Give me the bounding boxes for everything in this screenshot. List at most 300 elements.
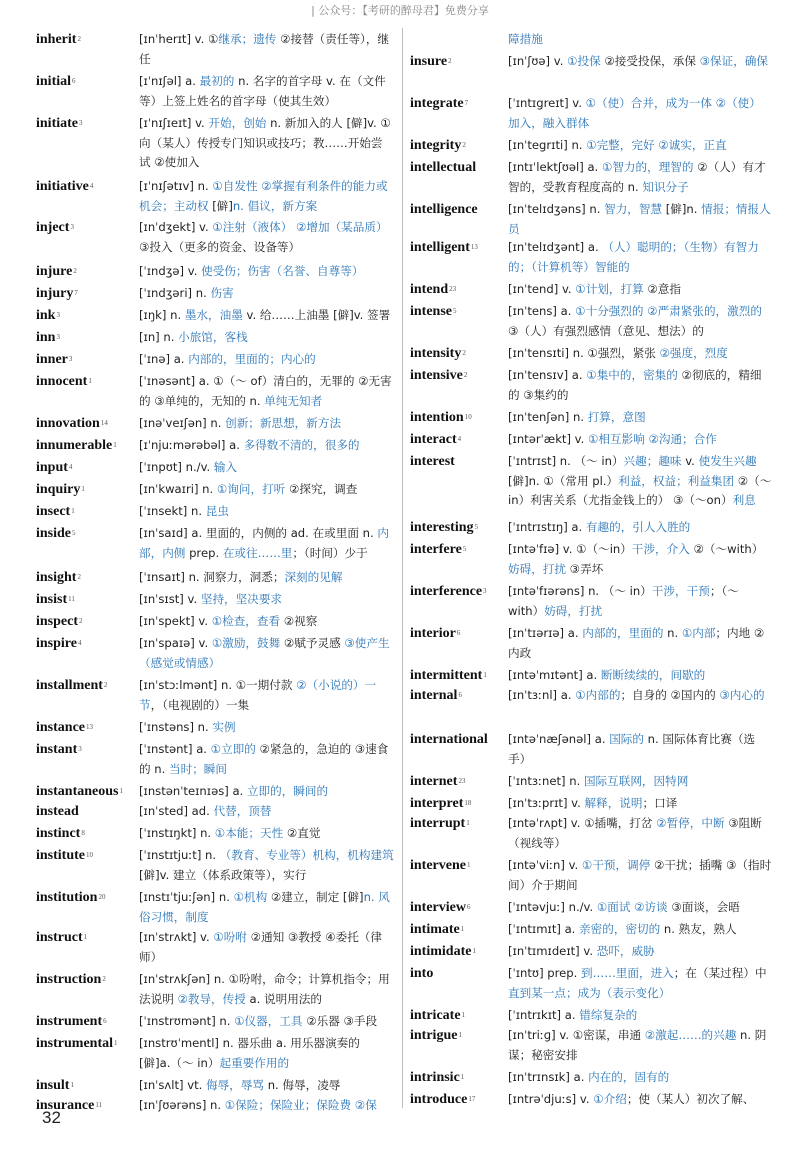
definition-highlight: 利益，权益；利益集团 — [618, 473, 735, 488]
definition-text: n. 阴谋；秘密安排 — [508, 1028, 767, 1062]
definition-highlight: ①集中的，密集的 — [586, 368, 678, 382]
definition-highlight: 解释，说明 — [584, 796, 643, 810]
definition-text: ③弄坏 — [565, 561, 604, 576]
headword — [410, 452, 455, 472]
headword-text: instrument — [36, 1014, 103, 1029]
dictionary-entry — [36, 928, 394, 967]
definition-highlight: （人）聪明的；（生物）有智力的；（计算机等）智能的 — [508, 240, 759, 274]
frequency-count: 13 — [470, 243, 478, 251]
headword-text: interpret — [410, 796, 464, 811]
frequency-count: 1 — [460, 925, 465, 933]
definition-text: [ɪnˈsted] ad. — [139, 804, 214, 818]
definition — [508, 158, 772, 197]
headword — [36, 590, 75, 610]
frequency-count: 6 — [103, 1017, 107, 1025]
frequency-count: 1 — [70, 1081, 74, 1089]
definition-text: ；（～ with） — [508, 584, 739, 618]
headword-text: input — [36, 460, 68, 475]
headword-text: installment — [36, 678, 103, 693]
definition-text: ②通知 ③教授 ④委托（律师） — [139, 930, 382, 964]
frequency-count: 1 — [466, 861, 471, 869]
frequency-count: 6 — [72, 77, 76, 85]
definition — [508, 52, 772, 72]
definition — [139, 262, 394, 282]
dictionary-entry — [410, 1006, 772, 1026]
definition-text: [ɪnˈtend] v. — [508, 282, 576, 296]
definition — [139, 328, 394, 348]
headword-text: intelligence — [410, 202, 478, 217]
definition-highlight: 国际的 — [609, 732, 644, 746]
headword-text: intensity — [410, 346, 462, 361]
definition-highlight: ①检查，查看 — [211, 614, 281, 628]
definition-text: ；（时间）少于 — [292, 545, 368, 560]
definition-highlight: ①保险；保险业；保险费 ②保 — [224, 1098, 377, 1112]
frequency-count: 1 — [458, 1031, 462, 1039]
headword-text: insight — [36, 570, 77, 585]
definition — [139, 114, 394, 173]
dictionary-entry — [410, 366, 772, 405]
headword — [410, 158, 476, 178]
headword — [36, 740, 82, 760]
definition-text: [ɪntəˈfɪərəns] n. （～ in） — [508, 584, 652, 598]
dictionary-entry — [410, 52, 772, 72]
frequency-count: 17 — [468, 1095, 476, 1103]
headword — [410, 94, 468, 114]
definition — [508, 302, 772, 341]
definition — [508, 518, 772, 538]
headword — [410, 686, 462, 706]
definition — [139, 634, 394, 673]
definition-highlight: 妨碍，打扰 — [508, 561, 566, 576]
dictionary-entry — [36, 480, 394, 500]
definition — [508, 540, 772, 579]
definition-highlight: ③内心的 — [719, 688, 765, 702]
definition-highlight: 情报；情报人员 — [508, 202, 771, 236]
definition-text: ②视察 — [280, 614, 318, 628]
headword-text: intensive — [410, 368, 463, 383]
definition-text: [ɪntɪˈlektʃʊəl] a. — [508, 160, 602, 174]
definition — [508, 136, 772, 156]
headword — [36, 218, 74, 238]
definition-text: n. 熟友，熟人 — [660, 922, 737, 936]
definition-text: ②接受投保，承保 — [600, 54, 700, 68]
definition — [508, 856, 772, 895]
frequency-count: 1 — [113, 441, 117, 449]
headword — [410, 238, 478, 258]
headword — [36, 824, 85, 844]
frequency-count: 1 — [466, 819, 470, 827]
definition — [139, 718, 394, 738]
definition-text: [ˈɪntəvjuː] n./v. — [508, 900, 597, 914]
definition — [508, 1006, 772, 1026]
headword — [36, 1034, 118, 1054]
headword-text: instruction — [36, 972, 102, 987]
definition-highlight: ①智力的，理智的 — [601, 160, 694, 174]
definition — [508, 452, 772, 511]
frequency-count: 6 — [456, 629, 461, 637]
definition-text: ③阻断（视线等） — [508, 816, 762, 850]
definition-text: ③面谈，会晤 — [667, 900, 740, 914]
headword-text: injury — [36, 286, 74, 301]
definition-text: [ɪnˈtegrɪti] n. — [508, 138, 587, 152]
definition — [508, 1090, 772, 1110]
frequency-count: 2 — [79, 617, 83, 625]
definition-text: ②（～with） — [689, 542, 764, 556]
definition-text: [ɪnˈtensɪti] n. ①强烈，紧张 — [508, 346, 660, 360]
definition-text: [ɪnstɪˈtjuːʃən] n. — [139, 890, 234, 904]
definition-highlight: 国际互联网，因特网 — [583, 774, 689, 788]
headword-text: intrinsic — [410, 1070, 460, 1085]
definition-text: [ɪnˈspaɪə] v. — [139, 636, 212, 650]
headword-text: interference — [410, 584, 483, 599]
headword-text: innocent — [36, 374, 88, 389]
definition-highlight: 亲密的，密切的 — [579, 922, 661, 936]
definition-text: [ɪnˈtensɪv] a. — [508, 368, 587, 382]
definition — [508, 794, 772, 814]
frequency-count: 1 — [81, 485, 85, 493]
definition-highlight: ②暂停，中断 — [656, 816, 725, 830]
headword — [36, 928, 87, 948]
definition — [139, 888, 394, 927]
definition-highlight: 实例 — [212, 720, 236, 734]
definition-highlight: ①询问，打听 — [216, 482, 286, 496]
definition-text: [ɪnˈkwaɪri] n. — [139, 482, 217, 496]
headword — [410, 1068, 464, 1088]
frequency-count: 3 — [70, 223, 74, 231]
headword — [410, 518, 478, 538]
definition-text: [ˈɪnsekt] n. — [139, 504, 206, 518]
frequency-count: 4 — [68, 463, 73, 471]
definition-text: [ˈɪnpʊt] n./v. — [139, 460, 214, 474]
dictionary-entry — [410, 408, 772, 428]
headword-text: instantaneous — [36, 784, 119, 799]
headword — [410, 540, 466, 560]
frequency-count: 3 — [68, 355, 73, 363]
dictionary-entry — [36, 1076, 394, 1096]
definition — [139, 1012, 394, 1032]
definition — [139, 350, 394, 370]
headword — [410, 942, 476, 962]
dictionary-entry — [36, 1034, 394, 1073]
headword-text: instead — [36, 804, 79, 819]
definition — [508, 666, 772, 686]
frequency-count: 2 — [462, 349, 466, 357]
definition-text: [僻]n. — [662, 202, 702, 216]
headword-text: intention — [410, 410, 464, 425]
definition-highlight: 内部，内侧 — [139, 526, 389, 560]
definition-text: [ˈɪnstənt] a. — [139, 742, 211, 756]
definition-highlight: ①投保 — [567, 54, 601, 68]
definition — [139, 782, 394, 802]
definition-text: [ɪnˈtelɪdʒəns] n. — [508, 202, 605, 216]
definition-highlight: ①十分强烈的 ②严肃紧张的，激烈的 — [575, 304, 762, 318]
headword — [36, 30, 81, 50]
headword — [36, 634, 81, 654]
headword — [36, 480, 85, 500]
definition-highlight: ①计划，打算 — [575, 282, 644, 296]
definition-highlight: 错综复杂的 — [579, 1008, 638, 1022]
definition-highlight: 直到某一点；成为（表示变化） — [508, 985, 671, 1000]
dictionary-entry — [410, 920, 772, 940]
definition-highlight: 继承；遗传 — [218, 32, 277, 46]
definition-text: [ɪnˈstrʌkt] v. — [139, 930, 214, 944]
definition — [508, 624, 772, 663]
frequency-count: 6 — [466, 903, 471, 911]
definition-text: ；自身的 ②国内的 — [620, 688, 720, 702]
definition — [508, 238, 772, 277]
headword — [36, 284, 78, 304]
headword — [36, 414, 108, 434]
headword — [410, 52, 452, 72]
dictionary-entry — [410, 452, 772, 511]
dictionary-entry — [36, 262, 394, 282]
definition-text: [ɪnˈtɜːprɪt] v. — [508, 796, 585, 810]
definition — [139, 436, 394, 456]
headword — [36, 524, 76, 544]
dictionary-entry — [410, 430, 772, 450]
definition — [139, 458, 394, 478]
definition-text: [ɪnˈtens] a. — [508, 304, 576, 318]
headword-text: intellectual — [410, 160, 477, 175]
headword — [410, 624, 460, 644]
definition-text: [ˈɪnstrʊmənt] n. — [139, 1014, 235, 1028]
definition-highlight: ①介绍 — [593, 1092, 627, 1106]
headword — [410, 964, 433, 984]
definition-text: ②意指 — [643, 282, 681, 296]
headword-text: integrity — [410, 138, 462, 153]
headword — [410, 366, 467, 386]
definition-highlight: 利息 — [732, 493, 756, 508]
definition-text: [ˈɪnsaɪt] n. 洞察力，洞悉； — [139, 570, 285, 584]
definition — [139, 970, 394, 1009]
dictionary-entry — [36, 502, 394, 522]
definition-highlight: 墨水，油墨 — [184, 308, 243, 322]
dictionary-entry — [410, 280, 772, 300]
definition — [139, 30, 394, 69]
headword — [36, 306, 60, 326]
frequency-count: 2 — [77, 573, 81, 581]
definition-highlight: 单纯无知者 — [264, 393, 323, 408]
frequency-count: 1 — [460, 1073, 465, 1081]
frequency-count: 10 — [464, 413, 472, 421]
definition-text: [ɪntəˈrʌpt] v. ①插嘴，打岔 — [508, 816, 657, 830]
definition-highlight: ①相互影响 ②沟通；合作 — [588, 432, 717, 446]
definition — [139, 372, 394, 411]
dictionary-entry — [36, 1096, 394, 1116]
definition-text: [ɪnˈtrɪnsɪk] a. — [508, 1070, 589, 1084]
headword-text: integrate — [410, 96, 464, 111]
definition-text: ②直觉 — [283, 826, 321, 840]
headword-text: interrupt — [410, 816, 466, 831]
definition-text: ；口译 — [642, 796, 678, 810]
definition-text: [ˈɪntʊ] prep. — [508, 966, 582, 980]
frequency-count: 4 — [77, 639, 82, 647]
definition-text: [ˈɪntrɪkɪt] a. — [508, 1008, 580, 1022]
definition — [508, 772, 772, 792]
definition-highlight: 内部的，里面的 — [582, 626, 664, 640]
headword-text: intense — [410, 304, 452, 319]
definition-text: [ɪˈnɪʃəl] a. — [139, 74, 200, 88]
definition-text: [ɪntərˈækt] v. — [508, 432, 588, 446]
frequency-count: 2 — [448, 57, 452, 65]
dictionary-entry — [36, 436, 394, 456]
definition-highlight: 障措施 — [508, 32, 543, 46]
headword — [410, 344, 466, 364]
headword-text: intervene — [410, 858, 466, 873]
headword — [36, 970, 106, 990]
definition — [508, 964, 772, 1003]
dictionary-entry — [410, 624, 772, 663]
headword — [36, 802, 79, 822]
definition-highlight: 断断续续的，间歇的 — [600, 668, 706, 682]
definition-text: [ˈɪnstɪŋkt] n. — [139, 826, 215, 840]
frequency-count: 1 — [83, 933, 88, 941]
definition-text: [ˈɪnə] a. — [139, 352, 189, 366]
definition-highlight: 兴趣；趣味 — [623, 454, 682, 468]
dictionary-entry — [410, 582, 772, 621]
definition — [508, 344, 772, 364]
definition — [139, 284, 394, 304]
headword-text: international — [410, 732, 488, 747]
definition-highlight: 昆虫 — [205, 504, 229, 518]
headword-text: interesting — [410, 520, 474, 535]
definition-text: ③投入（更多的资金、设备等） — [139, 239, 301, 254]
definition-highlight: 伤害 — [210, 286, 234, 300]
definition-text: [ɪnstənˈteɪnɪəs] a. — [139, 784, 247, 798]
dictionary-entry — [410, 794, 772, 814]
definition-highlight: 智力，智慧 — [604, 202, 663, 216]
definition-text: [ɪntrəˈdjuːs] v. — [508, 1092, 594, 1106]
definition-highlight: 使发生兴趣 — [698, 454, 757, 468]
headword-text: initiative — [36, 179, 89, 194]
headword — [36, 350, 72, 370]
watermark-text: | 公众号：【考研的醉母君】免费分享 — [311, 4, 489, 17]
headword-text: injure — [36, 264, 73, 279]
dictionary-entry — [410, 136, 772, 156]
definition — [139, 740, 394, 779]
frequency-count: 1 — [71, 507, 75, 515]
dictionary-entry — [410, 158, 772, 197]
definition-highlight: 打算，意图 — [587, 410, 646, 424]
headword-text: instant — [36, 742, 78, 757]
dictionary-entry — [410, 942, 772, 962]
headword — [36, 114, 83, 134]
headword-text: interview — [410, 900, 466, 915]
definition-highlight: 在或往……里 — [222, 545, 293, 560]
definition-text: [ɪnˈʃʊə] v. — [508, 54, 568, 68]
dictionary-entry — [36, 414, 394, 434]
definition-highlight: 创新；新思想，新方法 — [225, 416, 342, 430]
headword — [410, 856, 470, 876]
definition — [139, 502, 394, 522]
definition-text: [ˈɪnəsənt] a. ①（～ of）清白的，无罪的 ②无害的 ③单纯的，无知的 n. — [139, 374, 392, 408]
definition-highlight: （教育、专业等）机构，机构建筑 — [219, 848, 394, 862]
definition-text: ②干扰；插嘴 ③（指时间）介于期间 — [508, 858, 772, 892]
frequency-count: 3 — [78, 745, 82, 753]
frequency-count: 1 — [461, 1011, 466, 1019]
definition-text: [ɪˈnjuːmərəbəl] a. — [139, 438, 244, 452]
definition-highlight: 最初的 — [199, 74, 235, 88]
frequency-count: 20 — [98, 893, 106, 901]
definition-text: ；内地 ②内政 — [508, 626, 765, 660]
headword — [36, 72, 76, 92]
headword-text: intelligent — [410, 240, 470, 255]
dictionary-entry — [36, 802, 394, 822]
dictionary-entry — [410, 238, 772, 277]
frequency-count: 4 — [89, 182, 94, 190]
definition-highlight: 输入 — [213, 460, 238, 474]
definition-highlight: ①（使）合并，成为一体 ②（使）加入，融入群体 — [508, 96, 761, 130]
definition — [139, 72, 394, 111]
definition-text: [ɪˈnɪʃətɪv] n. — [139, 179, 213, 193]
headword — [410, 794, 471, 814]
definition-text: v. 给……上油墨 [僻]v. 签署 — [242, 308, 391, 322]
headword — [36, 436, 117, 456]
definition-text: [ɪnˈsaɪd] a. 里面的，内侧的 ad. 在或里面 n. — [139, 526, 378, 540]
headword — [410, 1006, 465, 1026]
definition-text: ②探究，调查 — [285, 482, 358, 496]
frequency-count: 3 — [483, 587, 487, 595]
definition-text: [ɪnˈherɪt] v. ① — [139, 32, 219, 46]
definition-highlight: 干涉，介入 — [631, 542, 690, 556]
headword-text: interfere — [410, 542, 462, 557]
definition-text: [ɪnˈtɪmɪdeɪt] v. — [508, 944, 597, 958]
headword-text: insurance — [36, 1098, 95, 1113]
definition-highlight: 有趣的，引人入胜的 — [585, 520, 691, 534]
dictionary-entry — [410, 898, 772, 918]
headword-text: insect — [36, 504, 71, 519]
headword-text: interact — [410, 432, 457, 447]
frequency-count: 11 — [95, 1101, 103, 1109]
frequency-count: 3 — [56, 333, 60, 341]
definition-text: [ɪnˈdʒekt] v. — [139, 220, 213, 234]
frequency-count: 1 — [119, 787, 123, 795]
definition — [508, 920, 772, 940]
dictionary-entry — [36, 782, 394, 802]
frequency-count: 18 — [464, 799, 472, 807]
dictionary-entry — [410, 1090, 772, 1110]
definition-text: [ɪnˈsʌlt] vt. — [139, 1078, 207, 1092]
definition — [508, 94, 772, 133]
dictionary-entry — [36, 177, 394, 216]
headword — [36, 372, 92, 392]
dictionary-entry — [410, 856, 772, 895]
definition-text: [ˈɪntɪgreɪt] v. — [508, 96, 586, 110]
headword — [36, 177, 93, 197]
definition-highlight: 使受伤；伤害（名誉、自尊等） — [201, 264, 364, 278]
definition-text: ②接替（责任等），继任 — [139, 32, 390, 66]
definition-highlight: ③使产生（感觉或情感） — [139, 636, 390, 670]
frequency-count: 14 — [100, 419, 108, 427]
frequency-count: 7 — [74, 289, 78, 297]
dictionary-entry — [36, 328, 394, 348]
definition — [139, 568, 394, 588]
definition-text: n. 国际体育比赛（选手） — [508, 732, 756, 766]
headword-text: inspire — [36, 636, 77, 651]
dictionary-entry — [410, 1068, 772, 1088]
definition-text: ，（电视剧的）一集 — [150, 697, 250, 712]
dictionary-entry — [36, 888, 394, 927]
definition-highlight: ①机构 — [233, 890, 268, 904]
headword-text: inject — [36, 220, 70, 235]
dictionary-entry — [410, 540, 772, 579]
definition — [139, 802, 394, 822]
frequency-count: 7 — [464, 99, 469, 107]
frequency-count: 2 — [463, 371, 468, 379]
definition-text: ；使（某人）初次了解、 — [626, 1092, 755, 1106]
definition-text: [ɪŋk] n. — [139, 308, 185, 322]
frequency-count: 5 — [474, 523, 479, 531]
